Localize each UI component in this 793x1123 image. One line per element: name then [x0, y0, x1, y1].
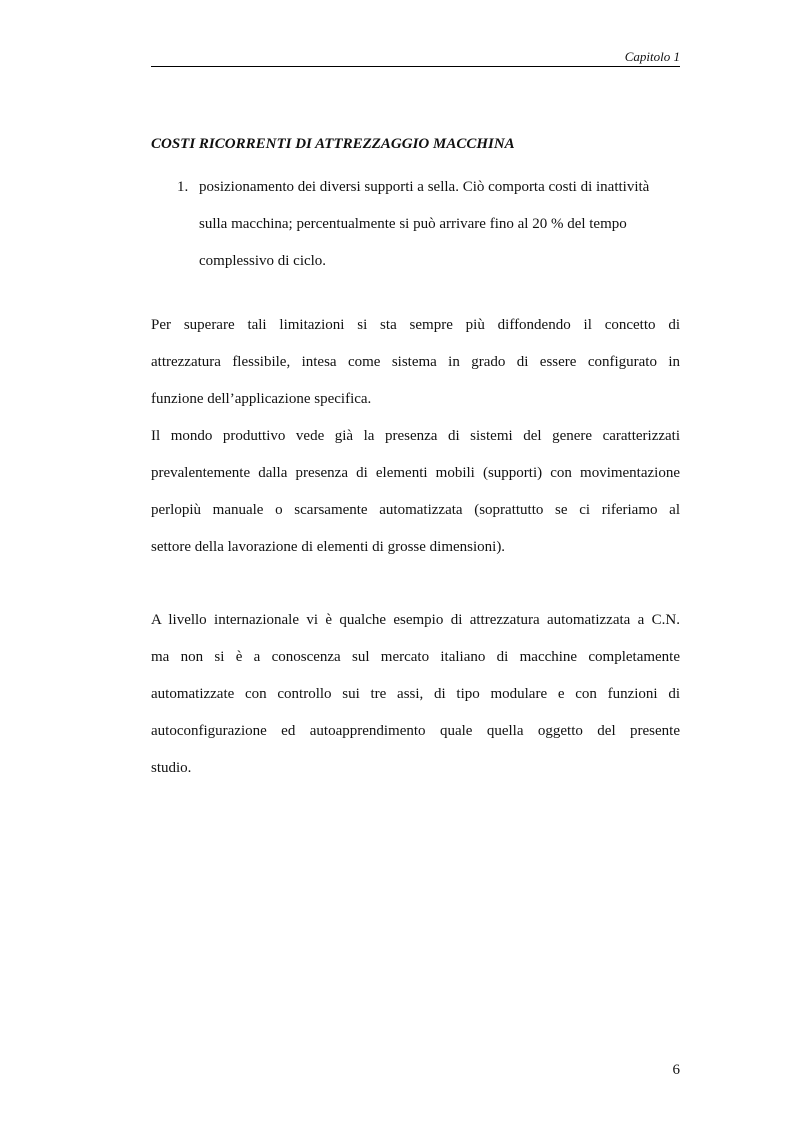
paragraph-line: funzione dell’applicazione specifica.: [151, 391, 372, 407]
list-item-text: [199, 169, 680, 280]
list-item-line: posizionamento dei diversi supporti a sella. Ciò comporta costi di inattività: [199, 179, 650, 195]
paragraph-line: autoconfigurazione ed autoapprendimento quale quella oggetto del presente: [151, 723, 680, 739]
list-item-line: sulla macchina; percentualmente si può arrivare fino al 20 % del tempo: [199, 216, 627, 232]
list-item-line: complessivo di ciclo.: [199, 253, 327, 269]
paragraph-line: automatizzate con controllo sui tre assi, di tipo modulare e con funzioni di: [151, 686, 680, 702]
list-item-number: 1.: [177, 179, 189, 195]
page-number: 6: [672, 1062, 680, 1078]
paragraph-line: A livello internazionale vi è qualche esempio di attrezzatura automatizzata a C.N.: [151, 612, 680, 628]
page-header: [151, 48, 680, 67]
paragraph-line: settore della lavorazione di elementi di grosse dimensioni).: [151, 539, 506, 555]
paragraph-line: Per superare tali limitazioni si sta sempre più diffondendo il concetto di: [151, 317, 680, 333]
paragraph-line: attrezzatura flessibile, intesa come sistema in grado di essere configurato in: [151, 354, 680, 370]
paragraph-line: perlopiù manuale o scarsamente automatizzata (soprattutto se ci riferiamo al: [151, 502, 680, 518]
list-item: [151, 169, 680, 280]
paragraph-line: studio.: [151, 760, 192, 776]
paragraph-international-level: [151, 602, 680, 787]
paragraph-line: prevalentemente dalla presenza di elementi mobili (supporti) con movimentazione: [151, 465, 680, 481]
numbered-list: [151, 169, 680, 280]
paragraph-flexible-tooling: [151, 307, 680, 418]
chapter-label: Capitolo 1: [624, 49, 680, 64]
paragraph-production-world: [151, 418, 680, 566]
section-title: COSTI RICORRENTI DI ATTREZZAGGIO MACCHINA: [151, 136, 515, 152]
paragraph-line: ma non si è a conoscenza sul mercato italiano di macchine completamente: [151, 649, 680, 665]
paragraph-line: Il mondo produttivo vede già la presenza di sistemi del genere caratterizzati: [151, 428, 680, 444]
